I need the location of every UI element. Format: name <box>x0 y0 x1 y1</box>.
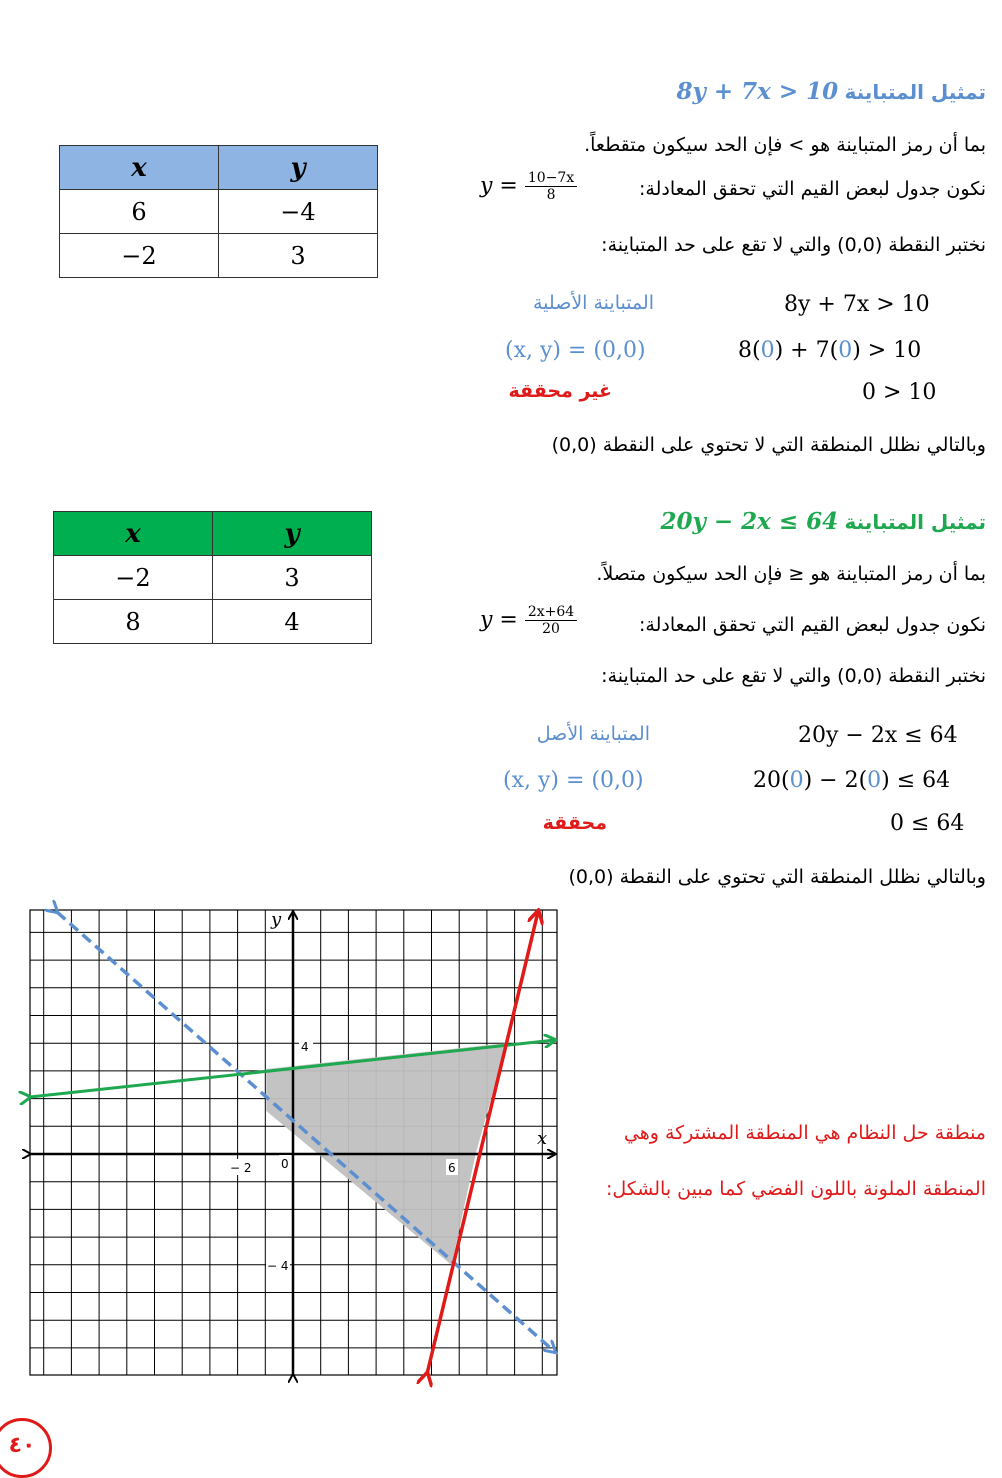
section2-math-original: 20y − 2x ≤ 64 <box>798 723 958 748</box>
page-number: ٤٠ <box>0 1418 52 1478</box>
section1-values-table <box>59 145 378 278</box>
section1-heading-text: تمثيل المتباينة <box>844 80 986 104</box>
table-header-row <box>54 512 372 556</box>
section2-math-result: 0 ≤ 64 <box>890 811 965 836</box>
section1-sub-c: ) + 7( <box>774 338 839 363</box>
section2-sub-d: 0 <box>867 768 882 793</box>
table-header-y: y <box>219 146 378 190</box>
section2-values-table <box>53 511 372 644</box>
section2-sub-a: 20( <box>753 768 790 793</box>
origin-label: 0 <box>281 1157 289 1171</box>
section2-math-substitution <box>753 768 950 793</box>
section2-sub-b: 0 <box>789 768 804 793</box>
table-cell: 4 <box>213 600 372 644</box>
section1-eq-fraction <box>525 170 577 203</box>
section1-line2-text: نكون جدول لبعض القيم التي تحقق المعادلة: <box>638 178 986 200</box>
section1-math-result: 0 > 10 <box>862 380 937 405</box>
section1-line1: بما أن رمز المتباينة هو > فإن الحد سيكون متقطعاً. <box>584 134 986 156</box>
table-cell: 3 <box>213 556 372 600</box>
section2-label-point: (x, y) = (0,0) <box>503 768 644 793</box>
section1-line2 <box>639 178 986 200</box>
section1-eq-lhs: y = <box>480 173 518 199</box>
table-cell: 3 <box>219 234 378 278</box>
table-cell: 8 <box>54 600 213 644</box>
section1-math-substitution <box>738 338 921 363</box>
section2-eq-lhs: y = <box>480 607 518 633</box>
section1-equation <box>480 170 577 203</box>
section1-conclusion: وبالتالي نظلل المنطقة التي لا تحتوي على النقطة (0,0) <box>551 434 986 456</box>
x-tick-6: 6 <box>448 1161 456 1175</box>
table-cell: −4 <box>219 190 378 234</box>
section2-eq-fraction <box>525 604 577 637</box>
table-header-x: x <box>54 512 213 556</box>
section1-eq-denominator: 8 <box>546 187 556 203</box>
table-cell: −2 <box>60 234 219 278</box>
section2-eq-denominator: 20 <box>542 621 560 637</box>
section2-sub-e: ) ≤ 64 <box>881 768 951 793</box>
table-row <box>54 556 372 600</box>
section2-equation <box>480 604 577 637</box>
section1-sub-b: 0 <box>760 338 775 363</box>
x-axis-label: x <box>537 1128 548 1149</box>
section1-sub-d: 0 <box>838 338 853 363</box>
section2-heading-math: 20y − 2x ≤ 64 <box>660 508 839 535</box>
section1-eq-numerator: 10−7x <box>525 170 577 187</box>
section1-heading-math: 8y + 7x > 10 <box>676 78 839 105</box>
section1-math-original: 8y + 7x > 10 <box>784 292 930 317</box>
section1-sub-a: 8( <box>738 338 761 363</box>
section1-label-original: المتباينة الأصلية <box>532 292 654 314</box>
section2-line3: نختبر النقطة (0,0) والتي لا تقع على حد المتباينة: <box>601 665 986 687</box>
section1-line3: نختبر النقطة (0,0) والتي لا تقع على حد المتباينة: <box>601 234 986 256</box>
y-tick-4: 4 <box>301 1040 309 1054</box>
section2-label-result: محققة <box>542 812 607 834</box>
table-row <box>54 600 372 644</box>
table-header-row <box>60 146 378 190</box>
y-tick-neg4: − 4 <box>267 1259 289 1273</box>
section2-conclusion: وبالتالي نظلل المنطقة التي تحتوي على النقطة (0,0) <box>568 866 986 888</box>
solution-note-line2: المنطقة الملونة باللون الفضي كما مبين بالشكل: <box>606 1178 986 1200</box>
section2-heading <box>660 508 986 535</box>
section1-heading <box>676 78 986 105</box>
table-header-x: x <box>60 146 219 190</box>
x-tick-neg2: − 2 <box>230 1161 252 1175</box>
table-header-y: y <box>213 512 372 556</box>
inequality-graph <box>0 895 580 1395</box>
section2-label-original: المتباينة الأصل <box>536 723 650 745</box>
section2-heading-text: تمثيل المتباينة <box>844 510 986 534</box>
section2-line2-text: نكون جدول لبعض القيم التي تحقق المعادلة: <box>638 614 986 636</box>
section2-line1: بما أن رمز المتباينة هو ≤ فإن الحد سيكون متصلاً. <box>596 563 986 585</box>
section1-sub-e: ) > 10 <box>852 338 922 363</box>
section1-label-point: (x, y) = (0,0) <box>505 338 646 363</box>
table-row <box>60 190 378 234</box>
table-cell: 6 <box>60 190 219 234</box>
table-cell: −2 <box>54 556 213 600</box>
section2-sub-c: ) − 2( <box>803 768 868 793</box>
solution-note-line1: منطقة حل النظام هي المنطقة المشتركة وهي <box>623 1122 986 1144</box>
section2-line2 <box>639 614 986 636</box>
section2-eq-numerator: 2x+64 <box>525 604 577 621</box>
section1-label-result: غير محققة <box>508 380 612 402</box>
y-axis-label: y <box>271 909 282 930</box>
table-row <box>60 234 378 278</box>
